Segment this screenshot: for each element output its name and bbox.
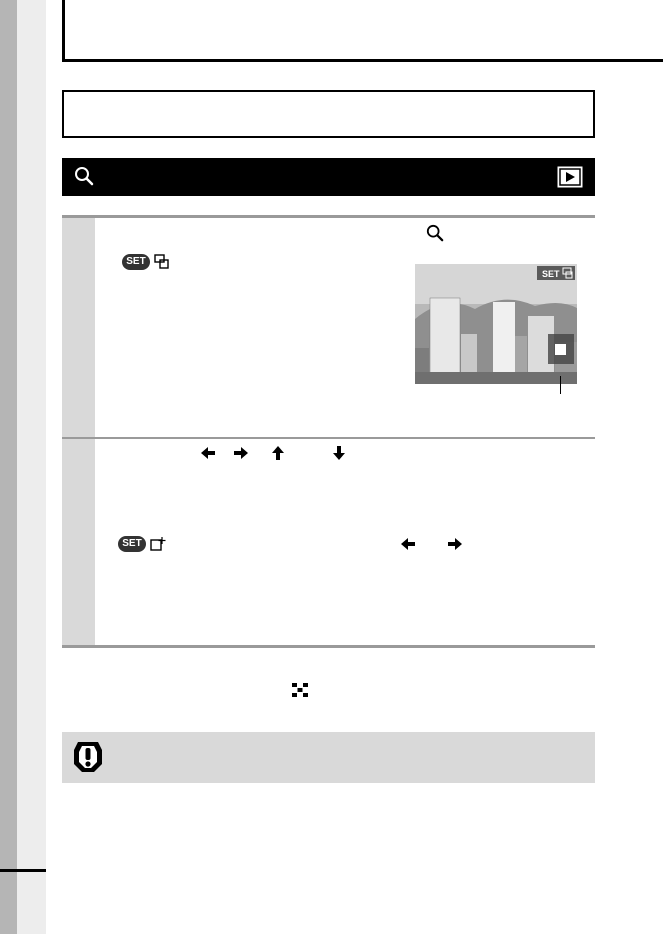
down-arrow-icon — [331, 445, 347, 461]
page-title-box — [62, 0, 663, 62]
note-area — [62, 668, 595, 716]
right-arrow-icon — [233, 445, 249, 461]
steps-top-rule — [62, 215, 595, 218]
step-number-cell-1 — [62, 218, 95, 437]
step-2-set-indicator — [118, 535, 166, 553]
page-edge-marker — [0, 869, 46, 872]
trimming-icon — [150, 536, 166, 552]
caution-box — [62, 732, 595, 783]
left-arrow-icon — [400, 536, 416, 552]
up-arrow-icon — [270, 445, 286, 461]
index-grid-icon — [292, 683, 308, 697]
magnifier-icon — [426, 224, 444, 242]
steps-bottom-rule — [62, 645, 595, 648]
zoom-frame-icon — [154, 254, 170, 270]
description-box — [62, 90, 595, 138]
photo-callout-line — [560, 376, 561, 394]
step-1-set-indicator — [122, 253, 170, 271]
magnifier-icon — [74, 166, 94, 186]
set-button-icon: SET — [118, 536, 146, 552]
city-skyline-image — [415, 264, 577, 384]
side-tab-strip-light — [17, 0, 46, 934]
step-divider — [62, 437, 595, 439]
step-2-arrow-keys — [200, 445, 360, 463]
left-arrow-icon — [200, 445, 216, 461]
side-tab-strip — [0, 0, 17, 934]
section-header-bar — [62, 158, 595, 196]
caution-icon — [72, 740, 104, 774]
step-number-cell-2 — [62, 439, 95, 645]
playback-photo — [415, 264, 577, 384]
step-2-lr-keys — [400, 536, 470, 554]
photo-set-badge: SET — [542, 269, 560, 279]
set-button-icon: SET — [122, 254, 150, 270]
playback-icon — [557, 166, 583, 188]
right-arrow-icon — [447, 536, 463, 552]
